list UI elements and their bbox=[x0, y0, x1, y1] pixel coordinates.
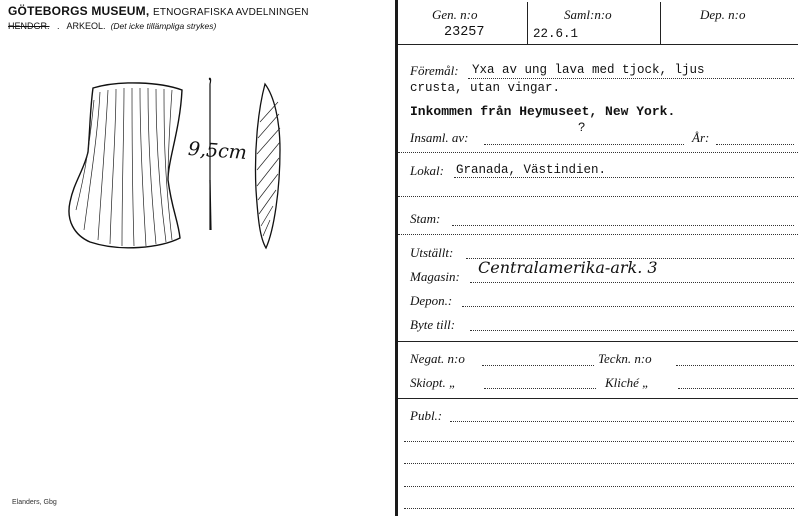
axe-front-view bbox=[69, 83, 182, 248]
department-options: HENDGR. . ARKEOL. (Det icke tillämpliga strykes) bbox=[8, 21, 217, 31]
magasin-label: Magasin: bbox=[410, 269, 460, 284]
negat-label: Negat. n:o bbox=[410, 351, 465, 366]
skiopt-dotted-line bbox=[484, 388, 596, 389]
foremal-line-2: crusta, utan vingar. bbox=[410, 81, 561, 95]
insaml-dotted-line bbox=[484, 144, 684, 145]
saml-number-label: Saml:n:o bbox=[564, 7, 612, 22]
stam-label: Stam: bbox=[410, 211, 441, 226]
axe-drawing bbox=[60, 70, 300, 260]
depon-label: Depon.: bbox=[410, 293, 453, 308]
publ-dotted-line-3 bbox=[404, 463, 794, 464]
byte-label: Byte till: bbox=[410, 317, 456, 332]
side-hatching bbox=[257, 102, 280, 236]
row-separator-1 bbox=[398, 152, 798, 153]
section-separator bbox=[398, 341, 798, 342]
teckn-label: Teckn. n:o bbox=[598, 351, 652, 366]
lokal-label: Lokal: bbox=[410, 163, 444, 178]
inkommen-note: Inkommen från Heymuseet, New York. bbox=[410, 104, 676, 119]
section-separator-2 bbox=[398, 398, 798, 399]
museum-name: GÖTEBORGS MUSEUM, bbox=[8, 4, 150, 18]
publ-dotted-line-2 bbox=[404, 441, 794, 442]
number-col-sep-1 bbox=[527, 2, 528, 44]
dep-number-label: Dep. n:o bbox=[700, 7, 746, 22]
row-separator-3 bbox=[398, 234, 798, 235]
kliche-label: Kliché „ bbox=[605, 375, 650, 390]
negat-dotted-line bbox=[482, 365, 594, 366]
insaml-value: ? bbox=[578, 121, 586, 135]
museum-header bbox=[8, 4, 309, 18]
ar-label: År: bbox=[692, 130, 710, 145]
department-name: ETNOGRAFISKA AVDELNINGEN bbox=[152, 7, 309, 18]
measurement-note: 9,5cm bbox=[187, 137, 248, 165]
magasin-value: Centralamerika-ark. 3 bbox=[478, 258, 658, 277]
printer-mark: Elanders, Gbg bbox=[12, 499, 57, 506]
lokal-value: Granada, Västindien. bbox=[456, 163, 607, 177]
axe-side-view bbox=[255, 84, 280, 248]
arkeol-option: ARKEOL. bbox=[66, 21, 106, 31]
utstallt-label: Utställt: bbox=[410, 245, 454, 260]
publ-label: Publ.: bbox=[410, 408, 443, 423]
depon-dotted-line bbox=[462, 306, 794, 307]
card-divider bbox=[395, 0, 398, 516]
byte-dotted-line bbox=[470, 330, 794, 331]
insaml-label: Insaml. av: bbox=[410, 130, 469, 145]
ar-dotted-line bbox=[716, 144, 794, 145]
publ-dotted-line-5 bbox=[404, 508, 794, 509]
number-col-sep-2 bbox=[660, 2, 661, 44]
strike-instruction: (Det icke tillämpliga strykes) bbox=[110, 21, 217, 31]
publ-dotted-line-4 bbox=[404, 486, 794, 487]
kliche-dotted-line bbox=[678, 388, 794, 389]
gen-number-label: Gen. n:o bbox=[432, 7, 478, 22]
foremal-line-1: Yxa av ung lava med tjock, ljus bbox=[472, 63, 705, 77]
skiopt-label: Skiopt. „ bbox=[410, 375, 457, 390]
number-row-bottom bbox=[398, 44, 798, 45]
struck-option: HENDGR. bbox=[8, 21, 50, 31]
foremal-label: Föremål: bbox=[410, 63, 459, 78]
row-separator-2 bbox=[398, 196, 798, 197]
gen-number-value: 23257 bbox=[444, 25, 485, 40]
saml-number-value: 22.6.1 bbox=[533, 27, 579, 41]
magasin-dotted-line bbox=[470, 282, 794, 283]
stam-dotted-line bbox=[452, 225, 794, 226]
foremal-dotted-line bbox=[468, 78, 794, 79]
teckn-dotted-line bbox=[676, 365, 794, 366]
publ-dotted-line-1 bbox=[450, 421, 794, 422]
lokal-dotted-line bbox=[454, 177, 794, 178]
